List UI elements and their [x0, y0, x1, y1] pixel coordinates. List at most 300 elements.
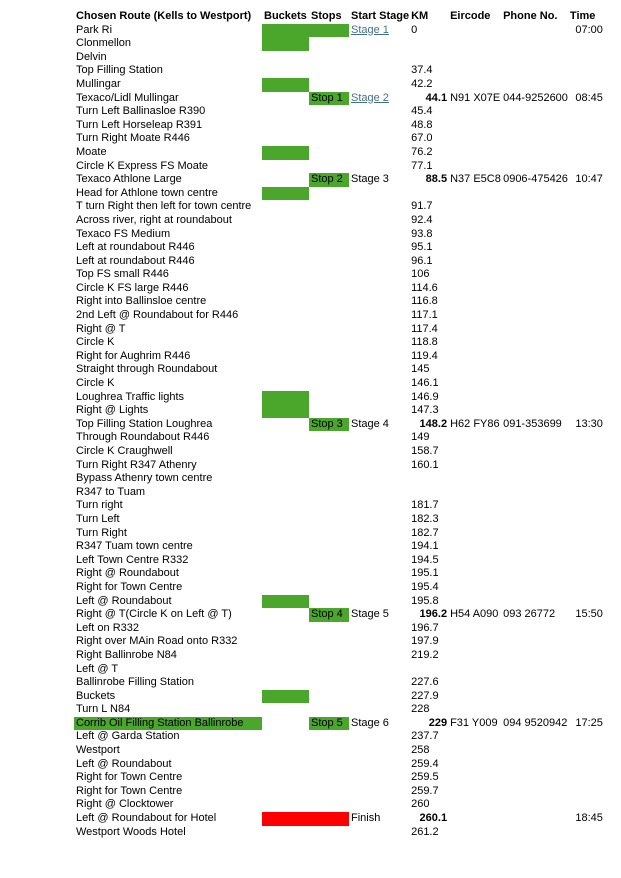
stop-cell	[309, 690, 349, 704]
stop-cell	[309, 445, 349, 459]
time-cell	[568, 323, 604, 337]
route-cell: Texaco/Lidl Mullingar	[76, 91, 179, 104]
time-cell	[568, 363, 604, 377]
km-cell: 119.4	[411, 349, 438, 362]
km-cell: 227.6	[411, 676, 439, 689]
eircode-cell	[448, 445, 501, 459]
km-cell: 0	[411, 23, 418, 36]
stop-cell	[309, 146, 349, 160]
table-row	[74, 418, 604, 432]
stage-cell	[349, 527, 409, 541]
time-cell	[568, 785, 604, 799]
km-cell: 93.8	[411, 227, 433, 240]
route-cell: Delvin	[76, 50, 107, 63]
bucket-cell	[262, 622, 309, 636]
stage-cell	[349, 64, 409, 78]
column-header-km: KM	[411, 10, 429, 22]
eircode-cell	[448, 309, 501, 323]
km-cell: 146.9	[411, 390, 439, 403]
stage-cell	[349, 513, 409, 527]
phone-cell	[501, 649, 568, 663]
km-cell: 259.4	[411, 757, 439, 770]
stop-cell	[309, 472, 349, 486]
route-cell: Texaco FS Medium	[76, 227, 171, 240]
table-row	[74, 826, 604, 840]
bucket-cell	[262, 228, 309, 242]
stop-cell	[309, 119, 349, 133]
time-cell	[568, 377, 604, 391]
km-cell: 181.7	[411, 499, 439, 512]
time-cell	[568, 37, 604, 51]
time-cell	[568, 350, 604, 364]
km-cell: 158.7	[411, 445, 439, 457]
bucket-cell	[262, 92, 309, 106]
column-header-time: Time	[569, 10, 596, 22]
eircode-cell	[448, 771, 501, 785]
phone-cell	[501, 676, 568, 690]
table-row	[74, 160, 604, 174]
route-cell: Turn L N84	[76, 703, 131, 716]
column-header-phone: Phone No.	[503, 10, 558, 22]
route-cell: Westport Woods Hotel	[76, 825, 186, 838]
eircode-cell	[448, 472, 501, 486]
stage-cell	[349, 676, 409, 690]
bucket-cell	[262, 24, 309, 38]
eircode-cell	[448, 595, 501, 609]
time-cell	[568, 554, 604, 568]
km-cell: 37.4	[411, 64, 433, 77]
stage-cell	[349, 785, 409, 799]
km-cell: 45.4	[411, 105, 433, 118]
stage-cell	[349, 105, 409, 119]
bucket-cell	[262, 581, 309, 595]
stop-cell	[309, 295, 349, 309]
route-cell: Ballinrobe Filling Station	[76, 676, 195, 689]
km-cell: 145	[411, 363, 430, 376]
time-cell: 13:30	[575, 417, 603, 430]
column-header-stops: Stops	[311, 10, 342, 22]
route-cell: Turn Right	[76, 526, 127, 539]
bucket-cell	[262, 676, 309, 690]
phone-cell	[501, 771, 568, 785]
time-cell	[568, 309, 604, 323]
stage-cell: Stage 3	[351, 173, 389, 186]
table-row	[74, 554, 604, 568]
table-row	[74, 255, 604, 269]
route-table	[74, 10, 604, 839]
km-cell: 106	[411, 268, 430, 281]
bucket-cell	[262, 404, 309, 418]
stage-cell	[349, 744, 409, 758]
stop-cell	[309, 581, 349, 595]
bucket-cell	[262, 459, 309, 473]
stop-cell	[309, 812, 349, 826]
bucket-cell	[262, 771, 309, 785]
column-header-route: Chosen Route (Kells to Westport)	[76, 10, 252, 22]
eircode-cell: N37 E5C8	[450, 173, 501, 186]
table-row	[74, 350, 604, 364]
km-cell	[409, 37, 448, 51]
phone-cell	[501, 595, 568, 609]
column-header-stage: Start Stage	[351, 10, 410, 22]
stage-cell	[349, 540, 409, 554]
stop-cell	[309, 826, 349, 840]
phone-cell	[501, 730, 568, 744]
eircode-cell	[448, 295, 501, 309]
table-row	[74, 690, 604, 704]
time-cell	[568, 826, 604, 840]
km-cell: 48.8	[411, 118, 433, 131]
table-row	[74, 635, 604, 649]
table-row	[74, 744, 604, 758]
bucket-cell	[262, 37, 309, 51]
route-cell: Mullingar	[76, 77, 121, 90]
route-plan-sheet	[74, 10, 604, 839]
time-cell	[568, 282, 604, 296]
table-row	[74, 676, 604, 690]
phone-cell	[501, 635, 568, 649]
stage-cell	[349, 92, 409, 106]
phone-cell	[501, 78, 568, 92]
bucket-cell	[262, 377, 309, 391]
stage-cell	[349, 472, 409, 486]
bucket-cell	[262, 663, 309, 677]
km-cell: 196.7	[411, 621, 439, 634]
table-row	[74, 24, 604, 38]
bucket-cell	[262, 649, 309, 663]
time-cell	[568, 119, 604, 133]
phone-cell	[501, 268, 568, 282]
km-cell	[409, 51, 448, 65]
stop-cell	[309, 391, 349, 405]
stop-cell	[309, 37, 349, 51]
table-row	[74, 527, 604, 541]
eircode-cell	[448, 241, 501, 255]
eircode-cell	[448, 812, 501, 826]
bucket-cell	[262, 730, 309, 744]
stage-cell	[349, 595, 409, 609]
phone-cell	[501, 567, 568, 581]
table-row	[74, 146, 604, 160]
eircode-cell	[448, 132, 501, 146]
stop-cell	[309, 24, 349, 38]
table-row	[74, 513, 604, 527]
stop-cell	[309, 187, 349, 201]
km-cell	[409, 486, 448, 500]
stage-link[interactable]: Stage 2	[351, 91, 389, 104]
route-cell: Turn Left	[76, 512, 120, 525]
phone-cell	[501, 146, 568, 160]
phone-cell	[501, 404, 568, 418]
table-row	[74, 119, 604, 133]
km-cell: 95.1	[411, 241, 433, 254]
time-cell: 07:00	[575, 23, 603, 36]
time-cell: 18:45	[575, 812, 603, 825]
stop-cell	[309, 703, 349, 717]
eircode-cell	[448, 581, 501, 595]
stage-cell	[349, 581, 409, 595]
stage-cell	[349, 160, 409, 174]
eircode-cell	[448, 37, 501, 51]
table-row	[74, 132, 604, 146]
eircode-cell	[448, 391, 501, 405]
stop-cell	[309, 540, 349, 554]
stop-cell: Stop 1	[309, 92, 349, 106]
route-cell: Right @ T(Circle K on Left @ T)	[76, 608, 232, 621]
stage-cell	[349, 567, 409, 581]
stop-cell	[309, 78, 349, 92]
route-cell: Turn Right Moate R446	[76, 132, 190, 145]
bucket-cell	[262, 295, 309, 309]
route-cell: Left @ Roundabout	[76, 594, 172, 607]
km-cell: 194.1	[411, 540, 439, 553]
table-row	[74, 336, 604, 350]
km-cell: 259.5	[411, 771, 439, 784]
route-cell: Left on R332	[76, 621, 139, 634]
table-row	[74, 445, 604, 459]
time-cell	[568, 404, 604, 418]
km-cell: 197.9	[411, 635, 439, 648]
stop-cell	[309, 758, 349, 772]
stop-cell	[309, 595, 349, 609]
bucket-cell	[262, 567, 309, 581]
eircode-cell	[448, 690, 501, 704]
stop-cell	[309, 214, 349, 228]
stop-cell	[309, 363, 349, 377]
table-row	[74, 771, 604, 785]
km-cell: 259.7	[411, 784, 439, 797]
table-row	[74, 37, 604, 51]
column-header-buckets: Buckets	[264, 10, 307, 22]
bucket-cell	[262, 826, 309, 840]
time-cell	[568, 146, 604, 160]
phone-cell	[501, 282, 568, 296]
route-cell: Circle K	[76, 336, 115, 349]
table-row	[74, 404, 604, 418]
eircode-cell	[448, 228, 501, 242]
eircode-cell	[448, 663, 501, 677]
stop-cell	[309, 676, 349, 690]
km-cell: 117.1	[411, 309, 438, 322]
km-cell: 160.1	[411, 458, 439, 471]
bucket-cell	[262, 160, 309, 174]
phone-cell	[501, 527, 568, 541]
phone-cell	[501, 486, 568, 500]
bucket-cell	[262, 64, 309, 78]
route-cell: Straight through Roundabout	[76, 363, 218, 376]
km-cell: 196.2	[419, 608, 448, 621]
stage-cell	[349, 663, 409, 677]
stop-cell	[309, 282, 349, 296]
route-cell: Left @ Garda Station	[76, 730, 180, 743]
eircode-cell	[448, 146, 501, 160]
table-row	[74, 309, 604, 323]
stage-cell: Finish	[351, 812, 381, 825]
bucket-cell	[262, 595, 309, 609]
stage-cell	[349, 377, 409, 391]
table-row	[74, 567, 604, 581]
stage-cell	[349, 758, 409, 772]
route-cell: Right for Town Centre	[76, 784, 183, 797]
stage-cell	[349, 730, 409, 744]
eircode-cell	[448, 404, 501, 418]
stop-cell	[309, 228, 349, 242]
route-cell: Turn Left Horseleap R391	[76, 118, 203, 131]
stage-cell	[349, 649, 409, 663]
km-cell	[409, 187, 448, 201]
km-cell: 42.2	[411, 77, 433, 90]
bucket-cell	[262, 758, 309, 772]
stop-cell	[309, 105, 349, 119]
stage-link[interactable]: Stage 1	[351, 23, 389, 36]
time-cell	[568, 241, 604, 255]
time-cell	[568, 771, 604, 785]
eircode-cell	[448, 105, 501, 119]
bucket-cell	[262, 214, 309, 228]
stage-cell	[349, 24, 409, 38]
stage-cell	[349, 78, 409, 92]
time-cell	[568, 295, 604, 309]
stop-cell	[309, 404, 349, 418]
route-cell: Circle K Express FS Moate	[76, 159, 209, 172]
km-cell: 195.4	[411, 580, 439, 593]
bucket-cell	[262, 635, 309, 649]
eircode-cell	[448, 255, 501, 269]
bucket-cell	[262, 78, 309, 92]
stop-cell	[309, 730, 349, 744]
table-row	[74, 540, 604, 554]
phone-cell	[501, 228, 568, 242]
bucket-cell	[262, 798, 309, 812]
km-cell: 148.2	[419, 417, 448, 430]
table-row	[74, 581, 604, 595]
phone-cell	[501, 554, 568, 568]
stage-cell	[349, 119, 409, 133]
phone-cell	[501, 622, 568, 636]
bucket-cell	[262, 608, 309, 622]
km-cell: 91.7	[411, 200, 433, 213]
bucket-cell	[262, 200, 309, 214]
time-cell	[568, 676, 604, 690]
route-cell: Head for Athlone town centre	[76, 186, 218, 199]
column-header-eircode: Eircode	[450, 10, 491, 22]
eircode-cell	[448, 703, 501, 717]
bucket-cell	[262, 255, 309, 269]
table-row	[74, 200, 604, 214]
stop-cell	[309, 744, 349, 758]
phone-cell	[501, 785, 568, 799]
eircode-cell	[448, 64, 501, 78]
route-cell: Left at roundabout R446	[76, 254, 195, 267]
eircode-cell	[448, 200, 501, 214]
bucket-cell	[262, 51, 309, 65]
stage-cell	[349, 200, 409, 214]
stage-cell	[349, 146, 409, 160]
bucket-cell	[262, 323, 309, 337]
time-cell	[568, 649, 604, 663]
time-cell	[568, 160, 604, 174]
eircode-cell	[448, 785, 501, 799]
phone-cell	[501, 309, 568, 323]
phone-cell	[501, 187, 568, 201]
bucket-cell	[262, 499, 309, 513]
route-cell: Turn Right R347 Athenry	[76, 458, 197, 471]
table-row	[74, 51, 604, 65]
stage-cell: Stage 6	[351, 716, 389, 729]
phone-cell	[501, 377, 568, 391]
route-cell: T turn Right then left for town centre	[76, 200, 252, 213]
bucket-cell	[262, 132, 309, 146]
route-cell: Texaco Athlone Large	[76, 173, 182, 186]
eircode-cell	[448, 486, 501, 500]
km-cell	[409, 472, 448, 486]
phone-cell	[501, 581, 568, 595]
stage-cell	[349, 798, 409, 812]
bucket-cell	[262, 391, 309, 405]
table-row	[74, 105, 604, 119]
km-cell	[409, 663, 448, 677]
km-cell: 194.5	[411, 553, 439, 566]
route-cell: Moate	[76, 145, 107, 158]
bucket-cell	[262, 418, 309, 432]
stage-cell	[349, 445, 409, 459]
time-cell	[568, 51, 604, 65]
route-cell: Loughrea Traffic lights	[76, 390, 185, 403]
phone-cell: 094 9520942	[503, 716, 568, 729]
time-cell	[568, 513, 604, 527]
stop-cell	[309, 268, 349, 282]
phone-cell	[501, 744, 568, 758]
stop-cell	[309, 64, 349, 78]
bucket-cell	[262, 744, 309, 758]
table-row	[74, 363, 604, 377]
phone-cell	[501, 445, 568, 459]
bucket-cell	[262, 187, 309, 201]
route-cell: Top Filling Station	[76, 64, 163, 77]
phone-cell	[501, 513, 568, 527]
time-cell	[568, 798, 604, 812]
stage-cell	[349, 37, 409, 51]
table-row	[74, 214, 604, 228]
time-cell	[568, 78, 604, 92]
stop-cell	[309, 132, 349, 146]
eircode-cell	[448, 51, 501, 65]
eircode-cell: F31 Y009	[450, 716, 498, 729]
stage-cell	[349, 255, 409, 269]
eircode-cell	[448, 377, 501, 391]
bucket-cell	[262, 703, 309, 717]
time-cell	[568, 703, 604, 717]
stop-cell	[309, 459, 349, 473]
table-row	[74, 92, 604, 106]
phone-cell	[501, 255, 568, 269]
km-cell: 260.1	[419, 812, 448, 825]
time-cell	[568, 255, 604, 269]
bucket-cell	[262, 241, 309, 255]
stage-cell	[349, 51, 409, 65]
phone-cell	[501, 295, 568, 309]
km-cell: 229	[428, 716, 448, 729]
eircode-cell	[448, 758, 501, 772]
stop-cell	[309, 350, 349, 364]
bucket-cell	[262, 812, 309, 826]
phone-cell	[501, 391, 568, 405]
km-cell: 195.1	[411, 567, 439, 580]
time-cell	[568, 690, 604, 704]
table-row	[74, 758, 604, 772]
time-cell: 15:50	[575, 608, 603, 621]
phone-cell	[501, 214, 568, 228]
